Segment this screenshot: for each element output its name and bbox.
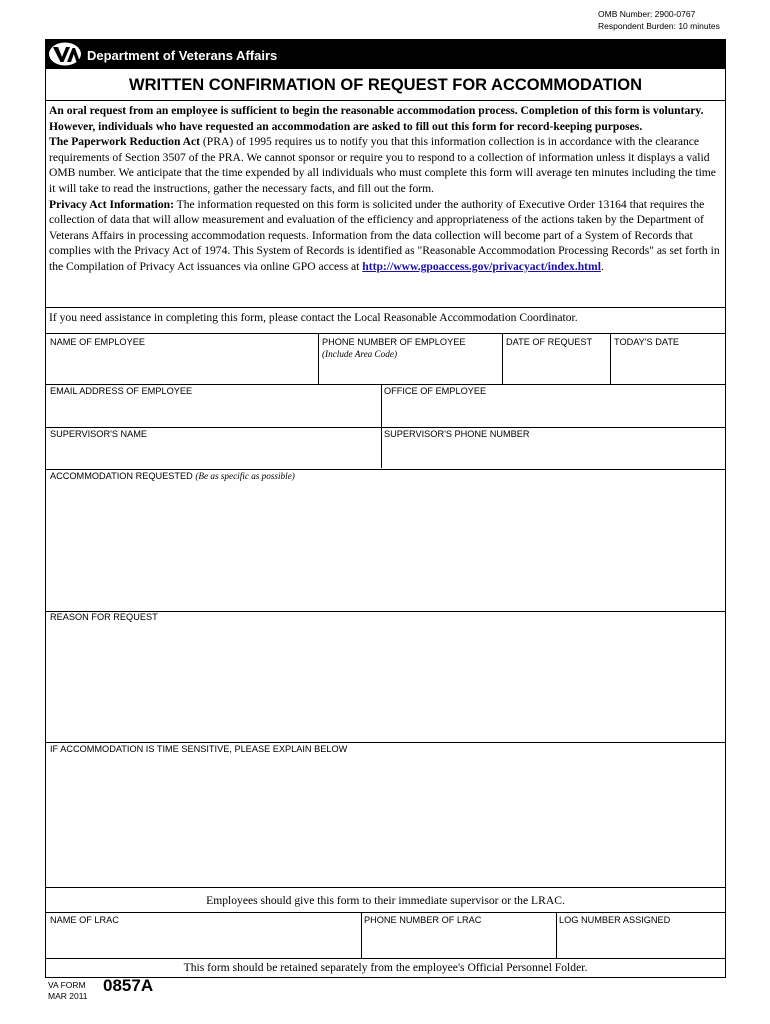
- name-of-lrac-field[interactable]: [48, 928, 358, 956]
- divider: [502, 334, 503, 384]
- divider: [45, 958, 725, 959]
- divider: [45, 333, 725, 334]
- form-number: 0857A: [103, 976, 154, 995]
- oral-request-notice: An oral request from an employee is sufficient to begin the reasonable accommodation process. Completion of this form is voluntary. However, individuals who have requested an accommodation are asked to fill out this form for record-keeping purposes.: [49, 104, 704, 133]
- divider: [45, 307, 725, 308]
- form-date: MAR 2011: [48, 991, 88, 1001]
- divider: [610, 334, 611, 384]
- name-of-lrac-label: NAME OF LRAC: [50, 915, 119, 925]
- phone-area-code-hint: (Include Area Code): [322, 349, 398, 359]
- phone-of-employee-field[interactable]: [321, 362, 499, 382]
- date-of-request-label: DATE OF REQUEST: [506, 337, 593, 347]
- phone-of-lrac-label: PHONE NUMBER OF LRAC: [364, 915, 482, 925]
- supervisor-name-field[interactable]: [48, 442, 378, 467]
- divider: [45, 912, 725, 913]
- omb-info: [598, 8, 720, 32]
- divider: [361, 912, 362, 958]
- email-of-employee-field[interactable]: [48, 399, 378, 426]
- todays-date-field[interactable]: [613, 352, 723, 382]
- supervisor-phone-field[interactable]: [384, 442, 722, 467]
- time-sensitive-field[interactable]: [48, 758, 722, 885]
- name-of-employee-field[interactable]: [48, 352, 314, 382]
- name-of-employee-label: NAME OF EMPLOYEE: [50, 337, 145, 347]
- email-of-employee-label: EMAIL ADDRESS OF EMPLOYEE: [50, 386, 193, 396]
- divider: [381, 384, 382, 468]
- phone-of-lrac-field[interactable]: [364, 928, 553, 956]
- log-number-field[interactable]: [559, 928, 722, 956]
- accommodation-requested-label: [50, 471, 295, 482]
- department-name: Department of Veterans Affairs: [87, 48, 278, 63]
- office-of-employee-label: OFFICE OF EMPLOYEE: [384, 386, 487, 396]
- divider: [45, 384, 725, 385]
- gpo-privacy-link[interactable]: http://www.gpoaccess.gov/privacyact/index.html: [362, 259, 601, 273]
- intro-text: [49, 103, 721, 275]
- divider: [45, 427, 725, 428]
- pra-text: (PRA) of 1995 requires us to notify you that this information collection is in accordance with the clearance requirements of Section 3507 of the PRA. We cannot sponsor or require you to respond to a collection of information unless it displays a valid OMB number. We anticipate that the time expended by all individuals who must complete this form will average ten minutes including the time it will take to read the instructions, gather the necessary facts, and fill out the form.: [49, 135, 716, 195]
- privacy-text: The information requested on this form is solicited under the authority of Executive Order 13164 that requires the collection of data that will allow measurement and evaluation of the efficiency and appropriateness of the actions taken by the Department of Veterans Affairs in processing accommodation requests. Information from the data collection will become part of a System of Records that complies with the Privacy Act of 1974. This System of Records is identified as "Reasonable Accommodation Processing Records" as set forth in the Compilation of Privacy Act issuances via online GPO access at: [49, 197, 720, 273]
- va-logo-icon: [48, 42, 82, 66]
- assistance-text: If you need assistance in completing this form, please contact the Local Reasonable Accommodation Coordinator.: [49, 311, 578, 324]
- pra-notice: [49, 134, 721, 196]
- respondent-burden: Respondent Burden: 10 minutes: [598, 21, 720, 31]
- give-form-instruction: Employees should give this form to their immediate supervisor or the LRAC.: [206, 894, 565, 907]
- form-title: WRITTEN CONFIRMATION OF REQUEST FOR ACCOMMODATION: [129, 76, 642, 94]
- office-of-employee-field[interactable]: [384, 399, 722, 426]
- accommodation-requested-field[interactable]: [48, 485, 722, 609]
- date-of-request-field[interactable]: [505, 352, 607, 382]
- retain-instruction: This form should be retained separately from the employee's Official Personnel Folder.: [183, 961, 588, 974]
- pra-heading: The Paperwork Reduction Act: [49, 135, 201, 149]
- reason-for-request-field[interactable]: [48, 626, 722, 740]
- department-header: [45, 39, 726, 69]
- divider: [318, 334, 319, 384]
- divider: [556, 912, 557, 958]
- supervisor-phone-label: SUPERVISOR'S PHONE NUMBER: [384, 429, 530, 439]
- omb-number: OMB Number: 2900-0767: [598, 9, 696, 19]
- phone-of-employee-label: PHONE NUMBER OF EMPLOYEE: [322, 337, 466, 347]
- supervisor-name-label: SUPERVISOR'S NAME: [50, 429, 148, 439]
- time-sensitive-label: IF ACCOMMODATION IS TIME SENSITIVE, PLEASE EXPLAIN BELOW: [50, 744, 348, 754]
- privacy-heading: Privacy Act Information:: [49, 197, 174, 211]
- privacy-end: .: [600, 259, 604, 273]
- divider: [45, 469, 725, 470]
- divider: [45, 742, 725, 743]
- todays-date-label: TODAY'S DATE: [614, 337, 680, 347]
- form-footer: [48, 980, 88, 1002]
- accommodation-hint: (Be as specific as possible): [195, 471, 295, 481]
- accommodation-requested-text: ACCOMMODATION REQUESTED: [50, 471, 193, 481]
- privacy-notice: [49, 197, 721, 275]
- log-number-label: LOG NUMBER ASSIGNED: [559, 915, 671, 925]
- divider: [45, 887, 725, 888]
- va-form-label: VA FORM: [48, 980, 86, 990]
- reason-for-request-label: REASON FOR REQUEST: [50, 612, 158, 622]
- divider: [45, 100, 725, 101]
